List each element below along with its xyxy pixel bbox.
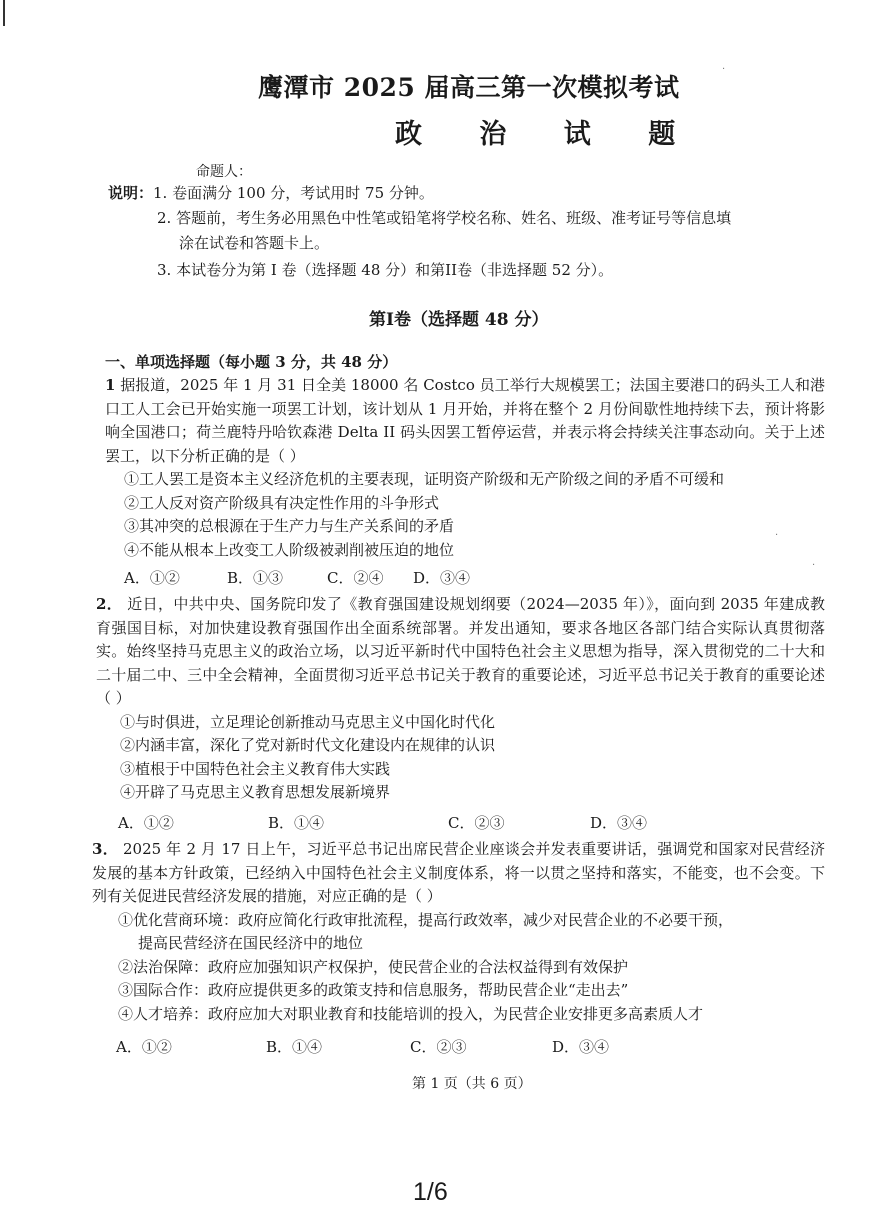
section-heading: 第I卷（选择题 48 分） — [369, 310, 549, 330]
scan-speck: · — [812, 560, 816, 571]
question-1 — [105, 374, 825, 562]
question-stem — [92, 838, 825, 909]
answer-choice-b: B．①④ — [266, 1038, 323, 1056]
statement-option: ②法治保障：政府应加强知识产权保护，使民营企业的合法权益得到有效保护 — [118, 957, 629, 976]
instruction-item: 涂在试卷和答题卡上。 — [179, 234, 330, 252]
statement-option: ④人才培养：政府应加大对职业教育和技能培训的投入，为民营企业安排更多高素质人才 — [118, 1004, 704, 1023]
question-number: 2． — [96, 595, 123, 613]
answer-choice-c: C．②④ — [327, 569, 384, 587]
statement-option: ④不能从根本上改变工人阶级被剥削被压迫的地位 — [124, 540, 455, 559]
author-label: 命题人： — [196, 164, 252, 180]
statement-option: ③国际合作：政府应提供更多的政策支持和信息服务，帮助民营企业“走出去” — [118, 981, 629, 999]
exam-title: 鹰潭市 2025 届高三第一次模拟考试 — [258, 73, 680, 102]
statement-option: ①与时俱进，立足理论创新推动马克思主义中国化时代化 — [120, 712, 496, 731]
answer-choice-a: A．①② — [124, 569, 180, 587]
instruction-item: 1. 卷面满分 100 分，考试用时 75 分钟。 — [153, 184, 434, 202]
answer-choice-b: B．①④ — [268, 814, 325, 832]
scan-speck: · — [775, 530, 779, 541]
question-number: 3． — [92, 840, 118, 858]
answer-choice-d: D．③④ — [413, 569, 471, 587]
instruction-item: 3. 本试卷分为第 I 卷（选择题 48 分）和第II卷（非选择题 52 分）。 — [157, 261, 614, 279]
answer-choice-d: D．③④ — [590, 814, 648, 832]
statement-option: ①工人罢工是资本主义经济危机的主要表现，证明资产阶级和无产阶级之间的矛盾不可缓和 — [124, 470, 725, 488]
answer-choice-c: C．②③ — [448, 814, 505, 832]
exam-subject-title: 政 治 试 题 — [395, 119, 700, 150]
question-text: 据报道，2025 年 1 月 31 日全美 18000 名 Costco 员工举行大规模罢工；法国主要港口的码头工人和港口工人工会已开始实施一项罢工计划，该计划从 1 月开始，并将在整个 2 月份间歇性地持续下去，预计将影响全国港口；荷兰鹿特丹哈钦森港 Delta II 码头因罢工暂停运营，并表示将会持续关注事态动向。关于上述罢工，以下分析正确的是（ ） — [105, 376, 825, 465]
statement-option: ②工人反对资产阶级具有决定性作用的斗争形式 — [124, 493, 440, 512]
statement-option: ②内涵丰富，深化了党对新时代文化建设内在规律的认识 — [120, 736, 496, 754]
page-footer: 第 1 页（共 6 页） — [412, 1076, 532, 1092]
answer-choice-d: D．③④ — [552, 1038, 610, 1056]
question-type-heading: 一、单项选择题（每小题 3 分，共 48 分） — [105, 353, 398, 371]
scan-edge-mark — [3, 0, 5, 26]
answer-choice-c: C．②③ — [410, 1038, 467, 1056]
scan-speck: · — [722, 64, 726, 75]
statement-option: ④开辟了马克思主义教育思想发展新境界 — [120, 783, 391, 801]
question-3 — [92, 838, 825, 1026]
question-stem — [105, 374, 825, 468]
question-stem — [96, 593, 825, 711]
statement-option: ①优化营商环境：政府应简化行政审批流程，提高行政效率，减少对民营企业的不必要干预， — [118, 910, 734, 929]
question-number: 1 — [105, 376, 116, 394]
instruction-item: 2. 答题前，考生务必用黑色中性笔或铅笔将学校名称、姓名、班级、准考证号等信息填 — [157, 209, 732, 227]
answer-choice-a: A．①② — [116, 1038, 172, 1056]
question-text: 2025 年 2 月 17 日上午，习近平总书记出席民营企业座谈会并发表重要讲话，强调党和国家对民营经济发展的基本方针政策，已经纳入中国特色社会主义制度体系，将一以贯之坚持和落实，不能变，也不会变。下列有关促进民营经济发展的措施，对应正确的是（ ） — [92, 840, 825, 905]
answer-choice-a: A．①② — [118, 814, 174, 832]
question-text: 近日，中共中央、国务院印发了《教育强国建设规划纲要（2024—2035 年）》，面向到 2035 年建成教育强国目标，对加快建设教育强国作出全面系统部署。并发出通知，要求各地区各部门结合实际认真贯彻落实。始终坚持马克思主义的政治立场，以习近平新时代中国特色社会主义思想为指导，深入贯彻党的二十大和二十届二中、三中全会精神，全面贯彻习近平总书记关于教育的重要论述，习近平总书记关于教育的重要论述（ ） — [96, 595, 825, 707]
statement-option: ③植根于中国特色社会主义教育伟大实践 — [120, 759, 391, 778]
question-2 — [96, 593, 825, 805]
answer-choice-b: B．①③ — [227, 569, 284, 587]
statement-option-continued: 提高民营经济在国民经济中的地位 — [138, 934, 364, 952]
statement-option: ③其冲突的总根源在于生产力与生产关系间的矛盾 — [124, 517, 455, 535]
instructions-label: 说明： — [108, 184, 154, 202]
page-counter: 1/6 — [413, 1178, 448, 1206]
